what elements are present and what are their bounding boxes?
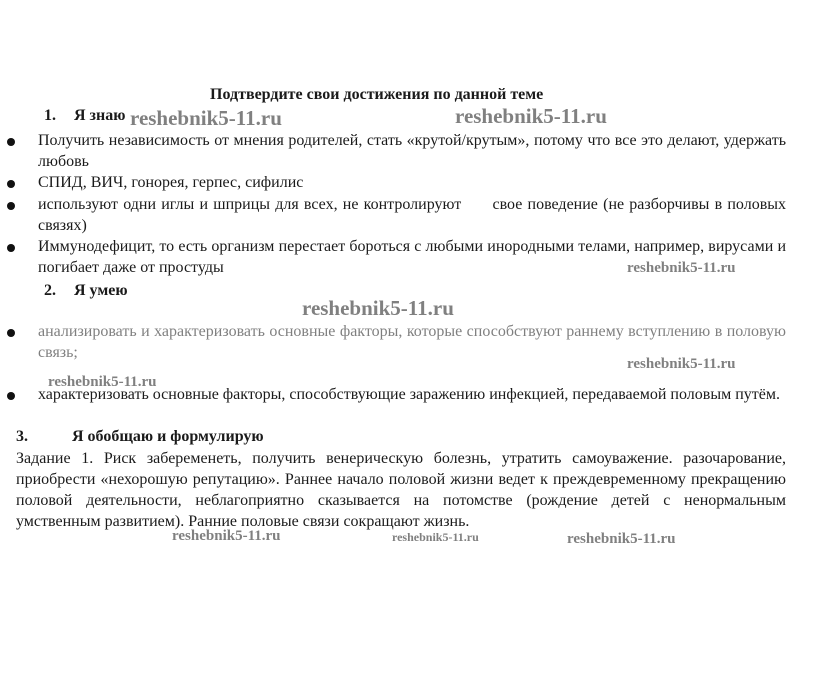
section-number: 1.	[44, 107, 56, 124]
section-number: 2.	[44, 282, 56, 299]
section-number: 3.	[16, 428, 28, 445]
section-can-heading	[44, 282, 128, 300]
page-title: Подтвердите свои достижения по данной теме	[210, 86, 544, 103]
section-title: Я умею	[74, 282, 128, 299]
watermark-logo: reshebnik5-11.ru	[302, 296, 454, 320]
watermark-logo: reshebnik5-11.ru	[48, 374, 157, 390]
can-item: характеризовать основные факторы, способствующие заражению инфекцией, передаваемой половым путём.	[38, 386, 780, 403]
watermark-logo: reshebnik5-11.ru	[567, 531, 676, 547]
know-item: используют одни иглы и шприцы для всех, не контролируют свое поведение (не разборчивы в половых связях)	[38, 196, 790, 234]
task-text: Задание 1. Риск забеременеть, получить венерическую болезнь, утратить самоуважение. разочарование, приобрести «нехорошую репутацию». Раннее начало половой жизни ведет к преждевременному прекращению половой деятельности, неблагоприятно сказывается на потомстве (рождение детей с ненормальным умственным развитием). Ранние половые связи сокращают жизнь.	[16, 450, 786, 530]
watermark-logo: reshebnik5-11.ru	[130, 106, 282, 130]
bullet-icon	[7, 138, 15, 146]
bullet-icon	[7, 180, 15, 188]
bullet-icon	[7, 244, 15, 252]
bullet-icon	[7, 392, 15, 400]
know-item: СПИД, ВИЧ, гонорея, герпес, сифилис	[38, 174, 304, 191]
know-item: Иммунодефицит, то есть организм перестает бороться с любыми инородными телами, например, вирусами и погибает даже от простуды	[38, 238, 786, 276]
section-title: Я знаю	[74, 107, 126, 124]
watermark-logo: reshebnik5-11.ru	[455, 104, 607, 128]
watermark-logo: reshebnik5-11.ru	[392, 530, 479, 544]
bullet-icon	[7, 329, 15, 337]
can-item: анализировать и характеризовать основные факторы, которые способствуют раннему вступлению в половую связь;	[38, 323, 786, 361]
watermark-logo: reshebnik5-11.ru	[172, 528, 281, 544]
know-item: Получить независимость от мнения родителей, стать «крутой/крутым», потому что все это делают, удержать любовь	[38, 132, 786, 170]
section-title: Я обобщаю и формулирую	[72, 428, 264, 445]
watermark-logo: reshebnik5-11.ru	[627, 260, 736, 276]
watermark-logo: reshebnik5-11.ru	[627, 356, 736, 372]
section-summary-heading	[16, 428, 264, 446]
section-know-heading	[44, 107, 125, 125]
bullet-icon	[7, 202, 15, 210]
